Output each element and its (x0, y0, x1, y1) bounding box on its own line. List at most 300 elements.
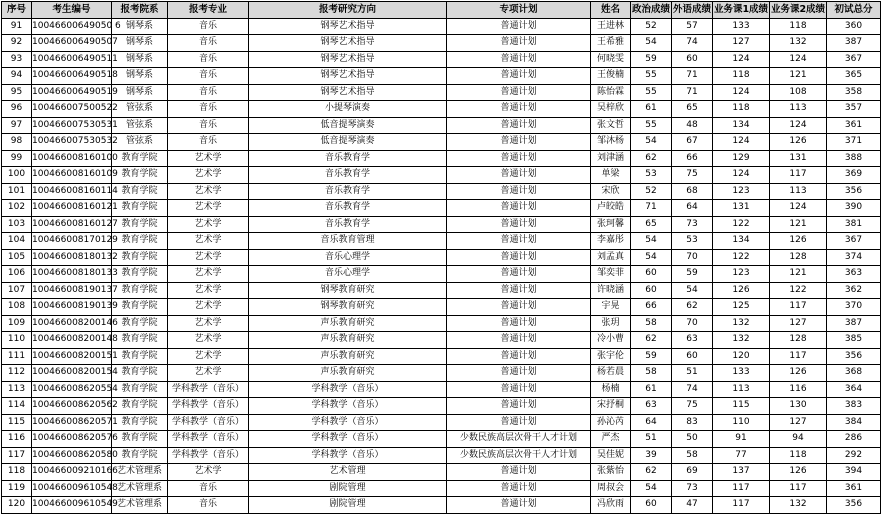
table-row (2, 35, 881, 52)
cell-language-score: 67 (672, 134, 713, 151)
table-row (2, 117, 881, 134)
cell-major: 艺术学 (168, 216, 249, 233)
cell-index: 120 (2, 497, 32, 514)
cell-total-score: 384 (827, 414, 881, 431)
cell-language-score: 59 (672, 266, 713, 283)
table-row (2, 447, 881, 464)
cell-politics-score: 65 (631, 216, 672, 233)
cell-language-score: 60 (672, 51, 713, 68)
cell-course1-score: 77 (713, 447, 770, 464)
cell-major: 艺术学 (168, 167, 249, 184)
cell-politics-score: 59 (631, 51, 672, 68)
cell-course1-score: 122 (713, 249, 770, 266)
cell-name: 宇晃 (591, 299, 631, 316)
cell-language-score: 57 (672, 18, 713, 35)
cell-course2-score: 117 (770, 348, 827, 365)
cell-exam-id: 100466007530531 (32, 117, 112, 134)
cell-politics-score: 53 (631, 167, 672, 184)
cell-index: 108 (2, 299, 32, 316)
cell-index: 114 (2, 398, 32, 415)
cell-special-plan: 普通计划 (447, 51, 591, 68)
cell-special-plan: 普通计划 (447, 233, 591, 250)
cell-department: 钢琴系 (112, 84, 168, 101)
cell-special-plan: 普通计划 (447, 299, 591, 316)
cell-politics-score: 62 (631, 464, 672, 481)
cell-special-plan: 少数民族高层次骨干人才计划 (447, 447, 591, 464)
cell-name: 宋抒桐 (591, 398, 631, 415)
table-row (2, 249, 881, 266)
column-header-special-plan: 专项计划 (447, 2, 591, 19)
cell-course1-score: 117 (713, 480, 770, 497)
cell-major: 音乐 (168, 35, 249, 52)
table-row (2, 348, 881, 365)
cell-index: 112 (2, 365, 32, 382)
cell-total-score: 292 (827, 447, 881, 464)
cell-major: 音乐 (168, 117, 249, 134)
cell-research-direction: 音乐教育管理 (249, 233, 447, 250)
cell-name: 王俊楠 (591, 68, 631, 85)
cell-language-score: 60 (672, 348, 713, 365)
cell-language-score: 83 (672, 414, 713, 431)
cell-name: 邹沐杨 (591, 134, 631, 151)
cell-politics-score: 58 (631, 315, 672, 332)
cell-name: 邹奕菲 (591, 266, 631, 283)
cell-total-score: 365 (827, 68, 881, 85)
cell-total-score: 356 (827, 183, 881, 200)
cell-politics-score: 63 (631, 398, 672, 415)
cell-special-plan: 普通计划 (447, 134, 591, 151)
cell-major: 音乐 (168, 134, 249, 151)
cell-total-score: 363 (827, 266, 881, 283)
cell-course2-score: 117 (770, 167, 827, 184)
cell-department: 教育学院 (112, 332, 168, 349)
cell-exam-id: 100466008200148 (32, 332, 112, 349)
cell-total-score: 387 (827, 315, 881, 332)
cell-major: 艺术学 (168, 150, 249, 167)
cell-special-plan: 普通计划 (447, 84, 591, 101)
column-header-index: 序号 (2, 2, 32, 19)
cell-department: 教育学院 (112, 398, 168, 415)
cell-index: 93 (2, 51, 32, 68)
table-header-row (2, 2, 881, 19)
cell-department: 钢琴系 (112, 51, 168, 68)
cell-research-direction: 钢琴教育研究 (249, 299, 447, 316)
cell-department: 教育学院 (112, 414, 168, 431)
cell-department: 教育学院 (112, 266, 168, 283)
cell-course1-score: 113 (713, 381, 770, 398)
cell-politics-score: 54 (631, 480, 672, 497)
cell-politics-score: 58 (631, 365, 672, 382)
cell-index: 106 (2, 266, 32, 283)
cell-special-plan: 普通计划 (447, 101, 591, 118)
cell-course1-score: 134 (713, 233, 770, 250)
cell-name: 张宇伦 (591, 348, 631, 365)
table-row (2, 480, 881, 497)
cell-department: 教育学院 (112, 447, 168, 464)
table-row (2, 216, 881, 233)
cell-name: 杨楠 (591, 381, 631, 398)
cell-exam-id: 100466008180132 (32, 249, 112, 266)
cell-course2-score: 126 (770, 134, 827, 151)
cell-total-score: 390 (827, 200, 881, 217)
cell-major: 学科教学（音乐） (168, 431, 249, 448)
cell-language-score: 62 (672, 299, 713, 316)
cell-exam-id: 10046600649050 6 (32, 18, 112, 35)
cell-major: 艺术学 (168, 266, 249, 283)
cell-exam-id: 100466008200146 (32, 315, 112, 332)
cell-research-direction: 钢琴艺术指导 (249, 35, 447, 52)
cell-language-score: 63 (672, 332, 713, 349)
cell-language-score: 66 (672, 150, 713, 167)
cell-course2-score: 124 (770, 51, 827, 68)
cell-major: 艺术学 (168, 249, 249, 266)
cell-special-plan: 普通计划 (447, 464, 591, 481)
cell-course2-score: 116 (770, 381, 827, 398)
cell-name: 吴佳妮 (591, 447, 631, 464)
cell-course2-score: 126 (770, 464, 827, 481)
cell-special-plan: 普通计划 (447, 183, 591, 200)
cell-special-plan: 普通计划 (447, 18, 591, 35)
cell-index: 100 (2, 167, 32, 184)
cell-research-direction: 学科教学（音乐） (249, 431, 447, 448)
table-row (2, 398, 881, 415)
cell-department: 教育学院 (112, 249, 168, 266)
table-row (2, 414, 881, 431)
cell-department: 教育学院 (112, 216, 168, 233)
cell-exam-id: 100466006490518 (32, 68, 112, 85)
cell-course1-score: 132 (713, 332, 770, 349)
cell-index: 111 (2, 348, 32, 365)
cell-course1-score: 134 (713, 117, 770, 134)
cell-research-direction: 音乐教育学 (249, 200, 447, 217)
cell-major: 艺术学 (168, 315, 249, 332)
cell-name: 冯欣雨 (591, 497, 631, 514)
cell-total-score: 381 (827, 216, 881, 233)
cell-total-score: 368 (827, 365, 881, 382)
cell-major: 艺术学 (168, 183, 249, 200)
table-row (2, 315, 881, 332)
cell-index: 117 (2, 447, 32, 464)
cell-index: 116 (2, 431, 32, 448)
column-header-research-direction: 报考研究方向 (249, 2, 447, 19)
cell-politics-score: 62 (631, 332, 672, 349)
cell-research-direction: 钢琴艺术指导 (249, 18, 447, 35)
score-table (1, 1, 881, 514)
cell-research-direction: 学科教学（音乐） (249, 447, 447, 464)
cell-name: 陈怡霖 (591, 84, 631, 101)
cell-course1-score: 122 (713, 216, 770, 233)
cell-research-direction: 钢琴艺术指导 (249, 68, 447, 85)
cell-language-score: 58 (672, 447, 713, 464)
cell-course1-score: 127 (713, 35, 770, 52)
column-header-exam-id: 考生编号 (32, 2, 112, 19)
cell-exam-id: 100466008190139 (32, 299, 112, 316)
cell-politics-score: 71 (631, 200, 672, 217)
cell-politics-score: 55 (631, 68, 672, 85)
cell-exam-id: 100466008200154 (32, 365, 112, 382)
cell-name: 李嘉彤 (591, 233, 631, 250)
cell-special-plan: 少数民族高层次骨干人才计划 (447, 431, 591, 448)
cell-name: 周叔会 (591, 480, 631, 497)
cell-special-plan: 普通计划 (447, 398, 591, 415)
cell-name: 王希雅 (591, 35, 631, 52)
cell-exam-id: 100466008190137 (32, 282, 112, 299)
cell-exam-id: 100466008620580 (32, 447, 112, 464)
cell-course1-score: 118 (713, 101, 770, 118)
cell-name: 何晓雯 (591, 51, 631, 68)
cell-index: 113 (2, 381, 32, 398)
cell-total-score: 361 (827, 480, 881, 497)
cell-index: 96 (2, 101, 32, 118)
cell-department: 教育学院 (112, 431, 168, 448)
cell-index: 115 (2, 414, 32, 431)
cell-exam-id: 100466006490519 (32, 84, 112, 101)
cell-total-score: 357 (827, 101, 881, 118)
cell-special-plan: 普通计划 (447, 332, 591, 349)
cell-department: 管弦系 (112, 101, 168, 118)
cell-course1-score: 120 (713, 348, 770, 365)
cell-course2-score: 122 (770, 282, 827, 299)
cell-exam-id: 100466008160121 (32, 200, 112, 217)
cell-department: 管弦系 (112, 117, 168, 134)
cell-exam-id: 100466008160127 (32, 216, 112, 233)
cell-politics-score: 54 (631, 134, 672, 151)
cell-index: 97 (2, 117, 32, 134)
cell-department: 教育学院 (112, 183, 168, 200)
cell-research-direction: 声乐教育研究 (249, 315, 447, 332)
table-body (2, 18, 881, 513)
cell-language-score: 71 (672, 84, 713, 101)
cell-department: 艺术管理系 (112, 497, 168, 514)
table-row (2, 365, 881, 382)
cell-politics-score: 55 (631, 117, 672, 134)
cell-research-direction: 小提琴演奏 (249, 101, 447, 118)
cell-course2-score: 113 (770, 101, 827, 118)
cell-politics-score: 39 (631, 447, 672, 464)
table-row (2, 282, 881, 299)
cell-total-score: 388 (827, 150, 881, 167)
table-row (2, 150, 881, 167)
cell-course2-score: 117 (770, 299, 827, 316)
table-row (2, 431, 881, 448)
table-row (2, 381, 881, 398)
cell-major: 艺术学 (168, 299, 249, 316)
cell-index: 103 (2, 216, 32, 233)
cell-major: 艺术学 (168, 282, 249, 299)
cell-exam-id: 100466008620554 (32, 381, 112, 398)
cell-major: 学科教学（音乐） (168, 447, 249, 464)
cell-total-score: 286 (827, 431, 881, 448)
cell-course2-score: 108 (770, 84, 827, 101)
cell-course1-score: 124 (713, 134, 770, 151)
cell-course1-score: 118 (713, 68, 770, 85)
cell-major: 学科教学（音乐） (168, 398, 249, 415)
cell-total-score: 369 (827, 167, 881, 184)
cell-total-score: 383 (827, 398, 881, 415)
cell-language-score: 70 (672, 249, 713, 266)
cell-index: 107 (2, 282, 32, 299)
cell-course2-score: 124 (770, 200, 827, 217)
cell-name: 张文哲 (591, 117, 631, 134)
table-row (2, 332, 881, 349)
cell-course1-score: 91 (713, 431, 770, 448)
cell-research-direction: 剧院管理 (249, 480, 447, 497)
cell-name: 张玥 (591, 315, 631, 332)
cell-total-score: 360 (827, 18, 881, 35)
cell-major: 学科教学（音乐） (168, 381, 249, 398)
cell-course2-score: 117 (770, 480, 827, 497)
cell-exam-id: 100466008620571 (32, 414, 112, 431)
cell-course2-score: 132 (770, 35, 827, 52)
cell-index: 91 (2, 18, 32, 35)
cell-index: 104 (2, 233, 32, 250)
cell-exam-id: 100466009210166 (32, 464, 112, 481)
cell-course1-score: 123 (713, 183, 770, 200)
cell-politics-score: 54 (631, 35, 672, 52)
cell-special-plan: 普通计划 (447, 35, 591, 52)
cell-total-score: 387 (827, 35, 881, 52)
cell-department: 教育学院 (112, 381, 168, 398)
cell-department: 教育学院 (112, 167, 168, 184)
cell-politics-score: 59 (631, 348, 672, 365)
cell-politics-score: 61 (631, 381, 672, 398)
cell-language-score: 54 (672, 282, 713, 299)
cell-total-score: 367 (827, 233, 881, 250)
cell-exam-id: 100466008200151 (32, 348, 112, 365)
cell-department: 教育学院 (112, 150, 168, 167)
cell-department: 教育学院 (112, 365, 168, 382)
column-header-name: 姓名 (591, 2, 631, 19)
cell-exam-id: 100466008180133 (32, 266, 112, 283)
cell-major: 音乐 (168, 497, 249, 514)
cell-research-direction: 学科教学（音乐） (249, 414, 447, 431)
score-table-container (1, 1, 873, 514)
cell-research-direction: 声乐教育研究 (249, 332, 447, 349)
cell-exam-id: 100466007530532 (32, 134, 112, 151)
cell-course2-score: 121 (770, 266, 827, 283)
cell-special-plan: 普通计划 (447, 266, 591, 283)
cell-politics-score: 60 (631, 497, 672, 514)
cell-research-direction: 低音提琴演奏 (249, 117, 447, 134)
cell-research-direction: 音乐教育学 (249, 150, 447, 167)
table-row (2, 101, 881, 118)
column-header-politics-score: 政治成绩 (631, 2, 672, 19)
cell-language-score: 64 (672, 200, 713, 217)
cell-department: 教育学院 (112, 299, 168, 316)
cell-index: 95 (2, 84, 32, 101)
cell-exam-id: 100466008160109 (32, 167, 112, 184)
cell-research-direction: 音乐心理学 (249, 266, 447, 283)
cell-total-score: 364 (827, 381, 881, 398)
cell-language-score: 53 (672, 233, 713, 250)
cell-name: 张珂馨 (591, 216, 631, 233)
cell-index: 98 (2, 134, 32, 151)
cell-research-direction: 声乐教育研究 (249, 365, 447, 382)
cell-language-score: 73 (672, 216, 713, 233)
cell-total-score: 374 (827, 249, 881, 266)
cell-politics-score: 55 (631, 84, 672, 101)
cell-index: 102 (2, 200, 32, 217)
table-row (2, 84, 881, 101)
cell-special-plan: 普通计划 (447, 167, 591, 184)
cell-language-score: 48 (672, 117, 713, 134)
cell-language-score: 68 (672, 183, 713, 200)
cell-language-score: 75 (672, 167, 713, 184)
cell-name: 刘津涵 (591, 150, 631, 167)
cell-course1-score: 131 (713, 200, 770, 217)
cell-politics-score: 52 (631, 18, 672, 35)
cell-language-score: 47 (672, 497, 713, 514)
cell-special-plan: 普通计划 (447, 117, 591, 134)
cell-major: 音乐 (168, 84, 249, 101)
cell-research-direction: 钢琴教育研究 (249, 282, 447, 299)
cell-language-score: 65 (672, 101, 713, 118)
cell-research-direction: 音乐教育学 (249, 183, 447, 200)
cell-special-plan: 普通计划 (447, 381, 591, 398)
cell-name: 王进林 (591, 18, 631, 35)
cell-exam-id: 100466008620562 (32, 398, 112, 415)
cell-name: 刘孟真 (591, 249, 631, 266)
cell-exam-id: 100466008620576 (32, 431, 112, 448)
table-row (2, 183, 881, 200)
table-row (2, 18, 881, 35)
cell-research-direction: 钢琴艺术指导 (249, 84, 447, 101)
cell-name: 吴梓欣 (591, 101, 631, 118)
cell-department: 教育学院 (112, 348, 168, 365)
cell-total-score: 367 (827, 51, 881, 68)
cell-exam-id: 100466009610548 (32, 480, 112, 497)
cell-course1-score: 110 (713, 414, 770, 431)
cell-department: 管弦系 (112, 134, 168, 151)
cell-course2-score: 131 (770, 150, 827, 167)
cell-course2-score: 94 (770, 431, 827, 448)
cell-index: 109 (2, 315, 32, 332)
cell-politics-score: 51 (631, 431, 672, 448)
cell-language-score: 71 (672, 68, 713, 85)
cell-department: 钢琴系 (112, 18, 168, 35)
cell-department: 艺术管理系 (112, 480, 168, 497)
cell-language-score: 73 (672, 480, 713, 497)
cell-course1-score: 133 (713, 365, 770, 382)
cell-language-score: 70 (672, 315, 713, 332)
cell-course1-score: 117 (713, 497, 770, 514)
cell-politics-score: 60 (631, 282, 672, 299)
cell-exam-id: 100466007500522 (32, 101, 112, 118)
cell-index: 101 (2, 183, 32, 200)
cell-special-plan: 普通计划 (447, 282, 591, 299)
cell-major: 音乐 (168, 51, 249, 68)
cell-index: 118 (2, 464, 32, 481)
table-row (2, 134, 881, 151)
cell-course2-score: 127 (770, 315, 827, 332)
cell-index: 92 (2, 35, 32, 52)
cell-major: 艺术学 (168, 365, 249, 382)
cell-name: 张紫怡 (591, 464, 631, 481)
cell-language-score: 51 (672, 365, 713, 382)
cell-total-score: 370 (827, 299, 881, 316)
cell-research-direction: 钢琴艺术指导 (249, 51, 447, 68)
cell-exam-id: 100466008170129 (32, 233, 112, 250)
cell-politics-score: 61 (631, 101, 672, 118)
cell-course2-score: 121 (770, 216, 827, 233)
column-header-language-score: 外语成绩 (672, 2, 713, 19)
cell-course2-score: 126 (770, 233, 827, 250)
cell-course2-score: 126 (770, 365, 827, 382)
cell-course2-score: 118 (770, 18, 827, 35)
cell-index: 119 (2, 480, 32, 497)
column-header-course2-score: 业务课2成绩 (770, 2, 827, 19)
cell-major: 艺术学 (168, 332, 249, 349)
